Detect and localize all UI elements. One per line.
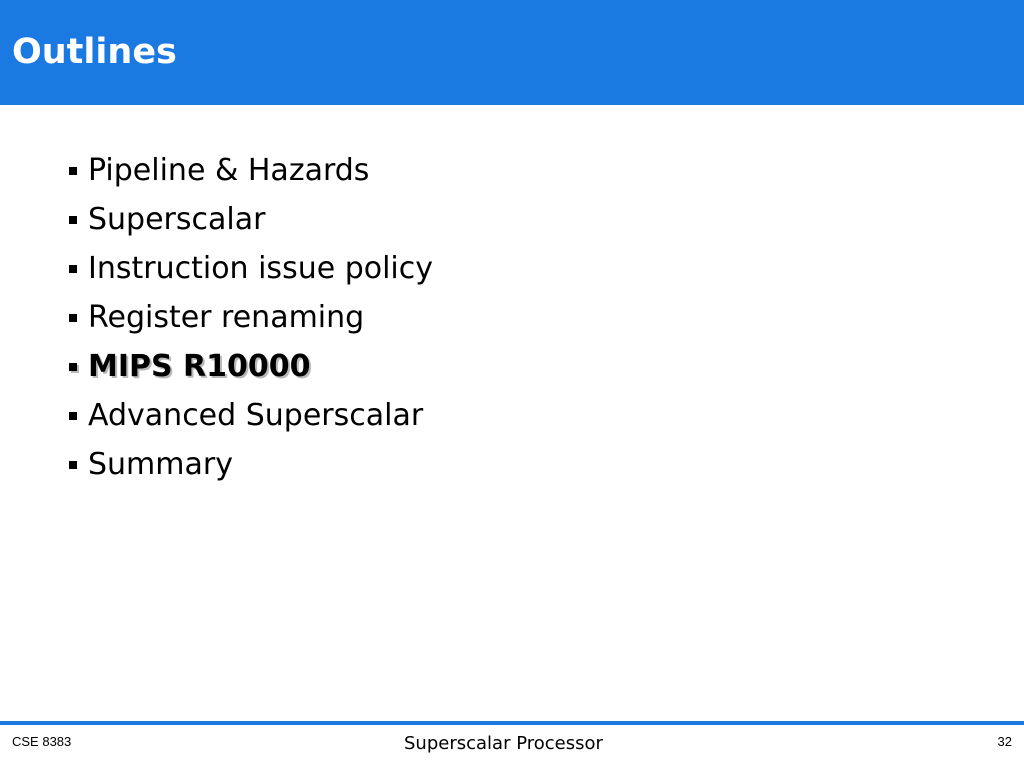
footer-divider <box>0 721 1024 725</box>
outline-item-label: Instruction issue policy <box>88 251 434 286</box>
square-bullet-icon <box>69 363 77 371</box>
square-bullet-icon <box>69 216 77 224</box>
square-bullet-icon <box>69 167 77 175</box>
square-bullet-icon <box>69 461 77 469</box>
slide-title: Outlines <box>12 32 177 72</box>
outline-item-label: Summary <box>88 447 233 482</box>
outline-item-mips-r10000 <box>68 342 433 391</box>
outline-list <box>68 146 433 489</box>
title-bar <box>0 0 1024 105</box>
outline-item-summary <box>68 440 433 489</box>
footer-presentation-title: Superscalar Processor <box>404 733 603 754</box>
outline-item-label: Superscalar <box>88 202 266 237</box>
outline-item-register-renaming <box>68 293 433 342</box>
outline-item-label: Pipeline & Hazards <box>88 153 370 188</box>
outline-item-label: MIPS R10000 <box>88 349 311 384</box>
outline-item-pipeline-hazards <box>68 146 433 195</box>
square-bullet-icon <box>69 412 77 420</box>
outline-item-label: Register renaming <box>88 300 365 335</box>
outline-item-advanced-superscalar <box>68 391 433 440</box>
outline-item-instruction-issue-policy <box>68 244 433 293</box>
square-bullet-icon <box>69 265 77 273</box>
outline-item-superscalar <box>68 195 433 244</box>
page-number: 32 <box>997 734 1012 749</box>
outline-item-label: Advanced Superscalar <box>88 398 424 433</box>
footer-course-label: CSE 8383 <box>12 734 72 749</box>
square-bullet-icon <box>69 314 77 322</box>
